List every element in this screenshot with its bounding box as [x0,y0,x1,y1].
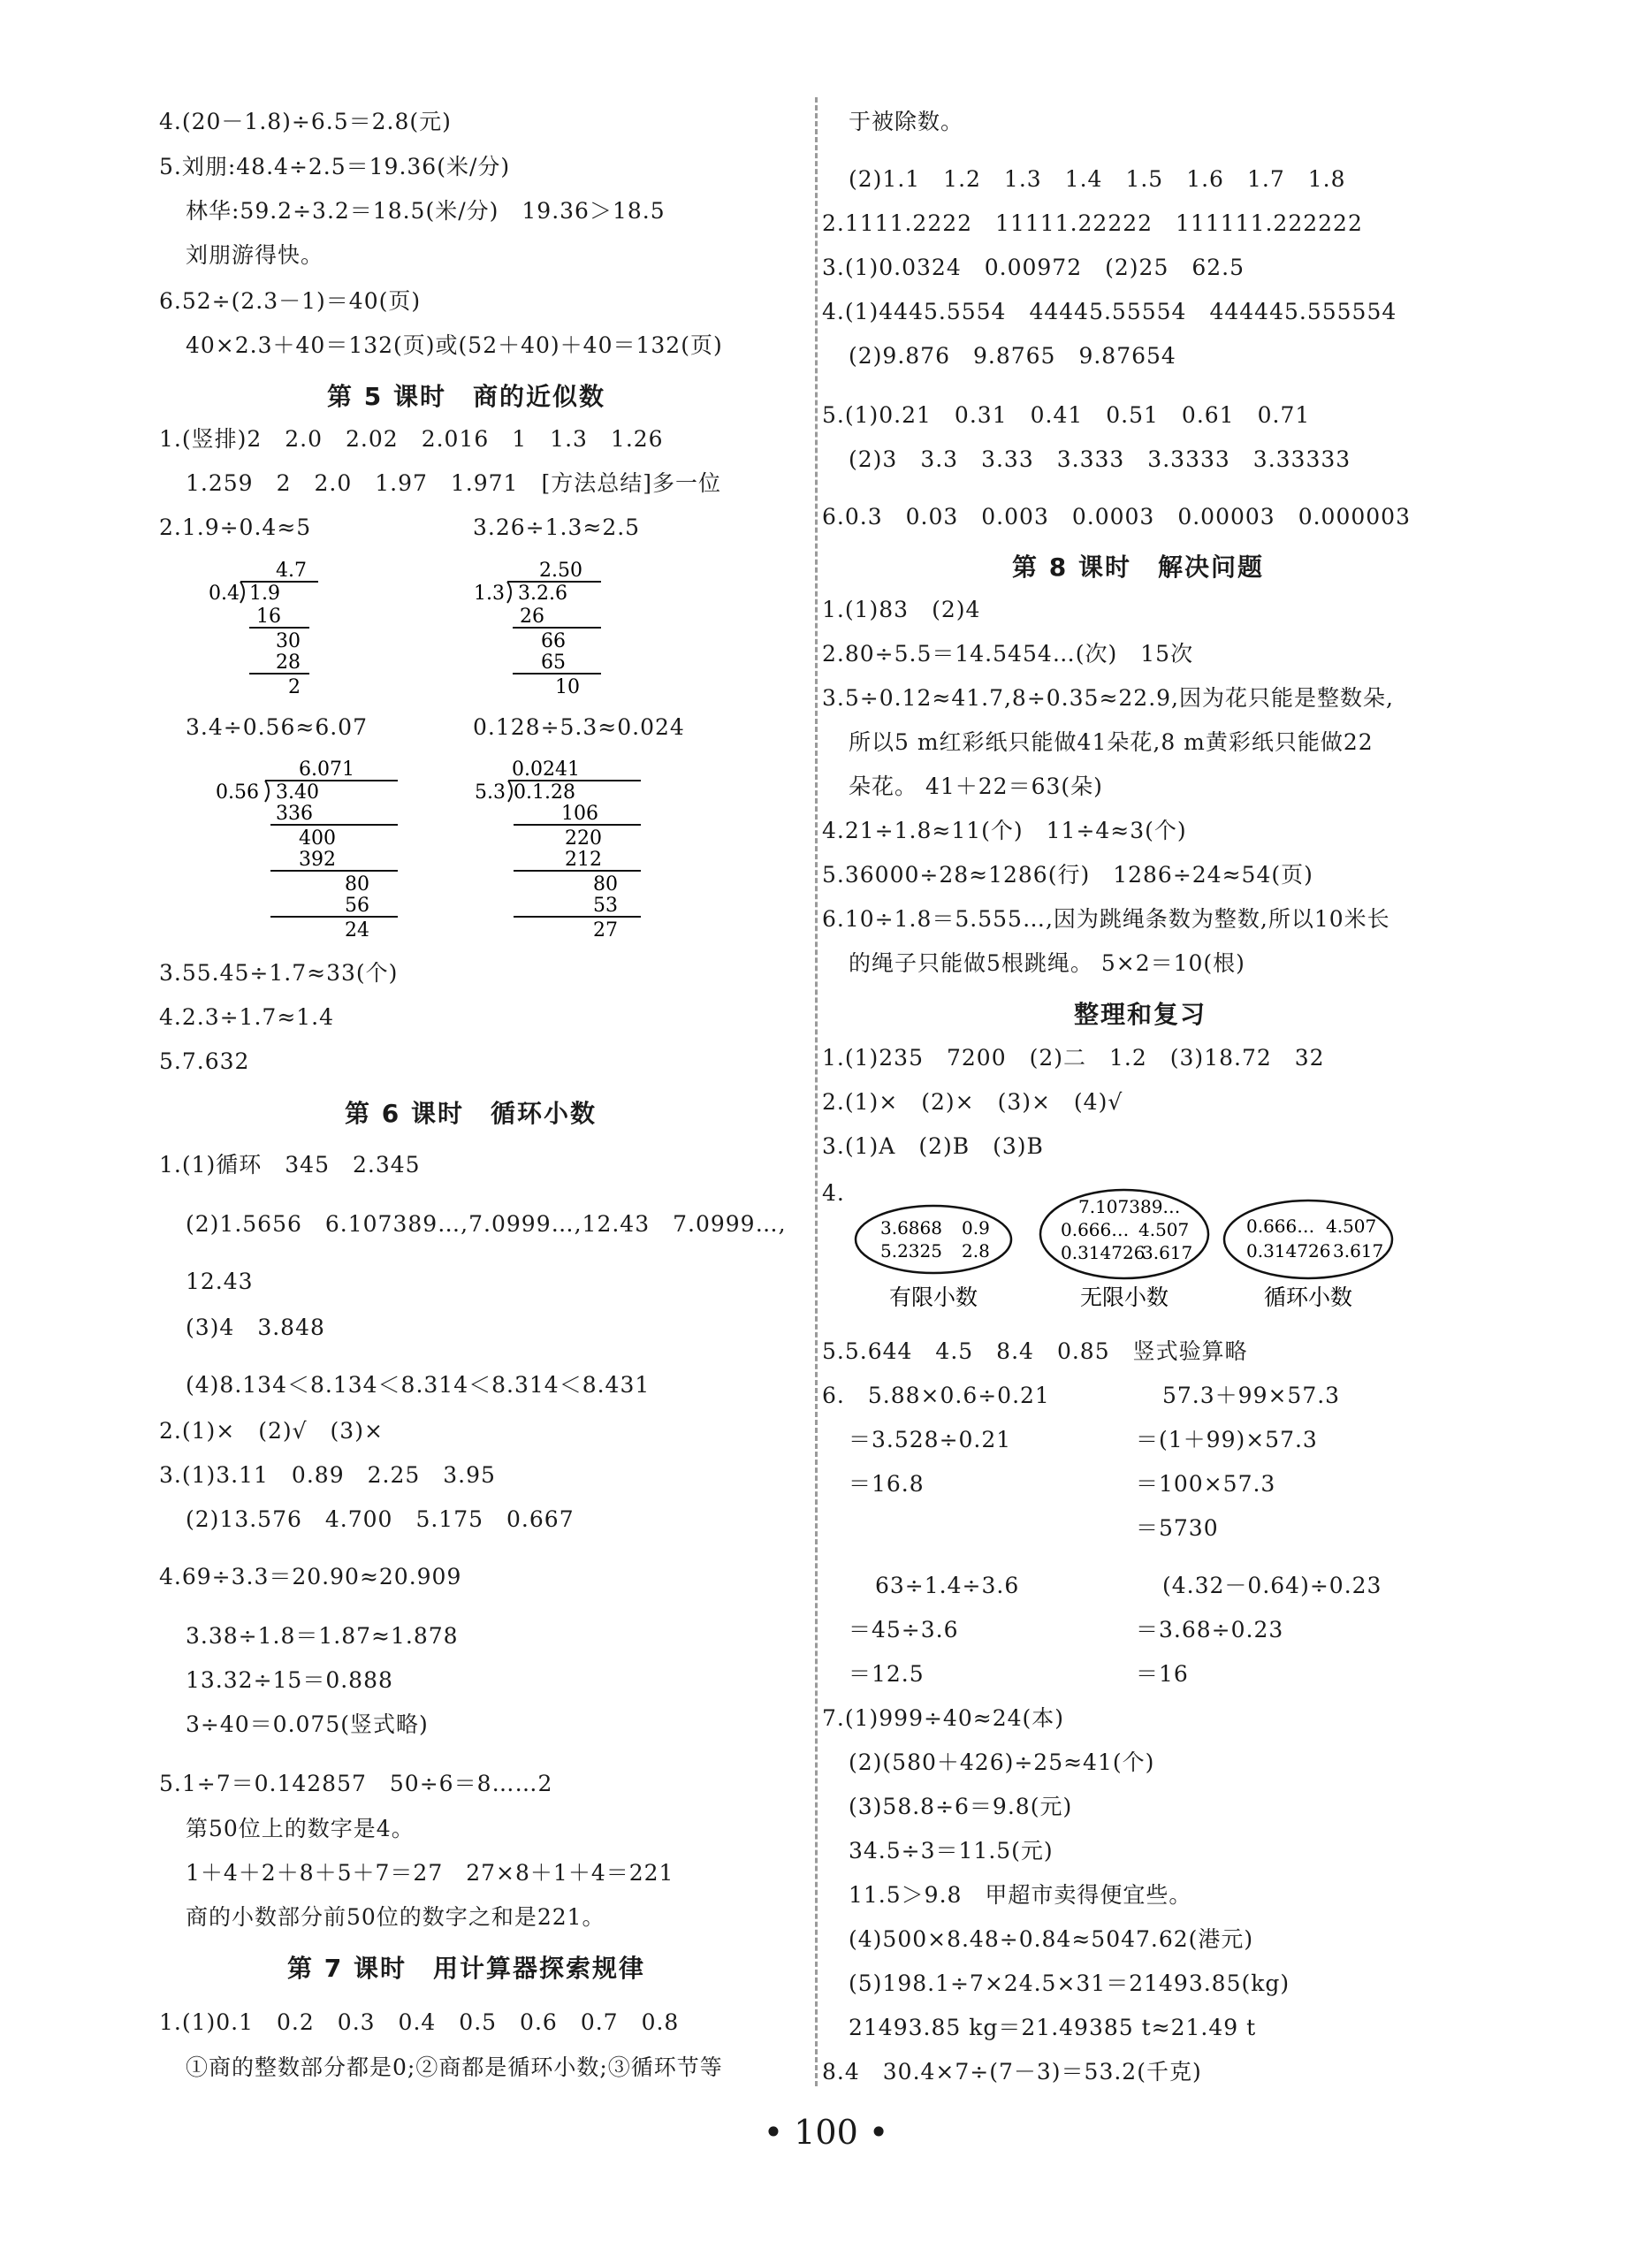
step: 27 [593,919,618,941]
answer-line: ①商的整数部分都是0;②商都是循环小数;③循环节等 [186,2054,723,2080]
long-division-1 [203,557,327,698]
answer-line: 13.32÷15＝0.888 [186,1667,393,1693]
oval-item: 2.8 [962,1240,990,1262]
answer-line: 12.43 [186,1269,254,1294]
answer-line: 1.(1)循环 345 2.345 [159,1152,421,1178]
answer-line: 5.7.632 [159,1048,250,1074]
step: 28 [276,652,301,674]
lesson-heading: 第 7 课时 用计算器探索规律 [287,1954,645,1983]
answer-line: ＝3.68÷0.23 [1136,1617,1284,1643]
oval-item: 3.6868 [880,1217,942,1239]
step: 53 [593,895,618,917]
quotient: 0.0241 [512,758,580,781]
answer-line: ＝(1＋99)×57.3 [1136,1427,1318,1452]
answer-line: 63÷1.4÷3.6 [875,1573,1020,1598]
answer-line: 4.(1)4445.5554 44445.55554 444445.555554 [822,299,1397,324]
oval-item: 0.9 [962,1217,990,1239]
answer-line: (2)1.5656 6.107389…,7.0999…,12.43 7.0999…, [186,1211,787,1237]
answer-line: 4.(20－1.8)÷6.5＝2.8(元) [159,109,452,134]
answer-line: 34.5÷3＝11.5(元) [849,1838,1054,1864]
answer-line: 5.5.644 4.5 8.4 0.85 竖式验算略 [822,1338,1248,1364]
answer-line: 刘朋游得快。 [186,242,324,268]
answer-line: 57.3＋99×57.3 [1162,1383,1341,1408]
answer-line: 6. 5.88×0.6÷0.21 [822,1383,1050,1408]
answer-line: 21493.85 kg＝21.49385 t≈21.49 t [849,2015,1257,2040]
answer-line: 1.(1)235 7200 (2)二 1.2 (3)18.72 32 [822,1045,1325,1071]
answer-line: (2)(580＋426)÷25≈41(个) [849,1749,1155,1775]
answer-line: (4)500×8.48÷0.84≈5047.62(港元) [849,1926,1254,1952]
lesson-heading: 第 5 课时 商的近似数 [327,382,605,411]
answer-line: 40×2.3＋40＝132(页)或(52＋40)＋40＝132(页) [186,332,723,358]
answer-line: 2.(1)× (2)√ (3)× [159,1418,384,1444]
answer-line: 2.1111.2222 11111.22222 111111.222222 [822,210,1363,236]
divisor: 1.3 [474,583,505,605]
answer-line: ＝16 [1136,1661,1189,1687]
dividend: 3.2.6 [518,583,567,605]
oval-item: 4.507 [1138,1219,1190,1240]
answer-line: 商的小数部分前50位的数字之和是221。 [186,1904,605,1930]
answer-line: 0.128÷5.3≈0.024 [473,714,685,740]
step: 80 [593,873,618,896]
oval-label: 循环小数 [1264,1284,1353,1310]
answer-line: 的绳子只能做5根跳绳。 5×2＝10(根) [849,950,1245,976]
oval-item: 0.666… [1246,1216,1315,1237]
answer-line: 4.21÷1.8≈11(个) 11÷4≈3(个) [822,818,1187,843]
answer-line: 4. [822,1180,845,1206]
answer-line: 朵花。 41＋22＝63(朵) [849,774,1103,799]
quotient: 2.50 [539,560,582,582]
oval-item: 5.2325 [880,1240,942,1262]
answer-line: 5.1÷7＝0.142857 50÷6＝8……2 [159,1771,553,1796]
step: 106 [561,803,598,825]
answer-line: 3÷40＝0.075(竖式略) [186,1711,429,1737]
oval-label: 有限小数 [889,1284,978,1310]
lesson-heading: 第 8 课时 解决问题 [1012,553,1264,582]
answer-line: 7.(1)999÷40≈24(本) [822,1705,1065,1731]
answer-line: 4.69÷3.3＝20.90≈20.909 [159,1564,462,1589]
answer-line: (2)13.576 4.700 5.175 0.667 [186,1506,575,1532]
answer-line: 8.4 30.4×7÷(7－3)＝53.2(千克) [822,2059,1202,2085]
answer-line: 6.10÷1.8＝5.555…,因为跳绳条数为整数,所以10米长 [822,906,1390,932]
oval-item: 0.666… [1061,1219,1130,1240]
answer-line: 所以5 m红彩纸只能做41朵花,8 m黄彩纸只能做22 [849,729,1374,755]
answer-line: (2)3 3.3 3.33 3.333 3.3333 3.33333 [849,446,1351,472]
answer-line: 3.(1)3.11 0.89 2.25 3.95 [159,1462,496,1488]
decimal-classification-diagram [849,1185,1405,1326]
step: 65 [541,652,566,674]
oval-item: 0.314726 [1061,1242,1146,1263]
answer-line: 林华:59.2÷3.2＝18.5(米/分) 19.36＞18.5 [186,198,666,224]
answer-line: 3.26÷1.3≈2.5 [473,515,641,540]
answer-line: 于被除数。 [849,109,964,134]
step: 212 [565,849,602,871]
answer-line: 3.(1)A (2)B (3)B [822,1133,1044,1159]
answer-line: 2.(1)× (2)× (3)× (4)√ [822,1089,1123,1115]
answer-line: ＝12.5 [849,1661,925,1687]
step: 392 [299,849,336,871]
answer-line: 5.刘朋:48.4÷2.5＝19.36(米/分) [159,154,511,179]
answer-line: ＝16.8 [849,1471,925,1497]
answer-line: (2)9.876 9.8765 9.87654 [849,343,1176,369]
answer-line: ＝5730 [1136,1515,1219,1541]
answer-line: 11.5＞9.8 甲超市卖得便宜些。 [849,1882,1192,1908]
long-division-3 [212,756,407,941]
answer-line: 6.0.3 0.03 0.003 0.0003 0.00003 0.000003 [822,504,1411,530]
oval-item: 7.107389… [1078,1196,1181,1217]
step: 400 [299,827,336,850]
step: 336 [276,803,313,825]
answer-line: 3.4÷0.56≈6.07 [186,714,368,740]
divisor: 0.56 [216,781,259,804]
step: 16 [256,606,281,628]
oval-label: 无限小数 [1080,1284,1169,1310]
answer-line: (3)58.8÷6＝9.8(元) [849,1794,1073,1819]
answer-line: 2.1.9÷0.4≈5 [159,515,312,540]
answer-line: (3)4 3.848 [186,1315,325,1340]
lesson-heading: 第 6 课时 循环小数 [345,1099,597,1128]
answer-line: 第50位上的数字是4。 [186,1816,415,1841]
step: 56 [345,895,369,917]
answer-line: 1.(竖排)2 2.0 2.02 2.016 1 1.3 1.26 [159,426,664,452]
step: 30 [276,630,301,652]
step: 2 [288,676,301,698]
oval-item: 3.617 [1142,1242,1193,1263]
dividend: 0.1.28 [514,781,575,804]
dividend: 1.9 [249,583,280,605]
answer-line: ＝100×57.3 [1136,1471,1276,1497]
column-divider [815,97,818,2086]
section-heading: 整理和复习 [1074,1000,1207,1029]
answer-line: 5.(1)0.21 0.31 0.41 0.51 0.61 0.71 [822,402,1311,428]
answer-line: 6.52÷(2.3－1)＝40(页) [159,288,422,314]
answer-line: 4.2.3÷1.7≈1.4 [159,1004,335,1030]
answer-line: 3.5÷0.12≈41.7,8÷0.35≈22.9,因为花只能是整数朵, [822,685,1394,711]
answer-line: 1.(1)0.1 0.2 0.3 0.4 0.5 0.6 0.7 0.8 [159,2009,680,2035]
step: 24 [345,919,369,941]
page-number: • 100 • [763,2113,889,2152]
oval-item: 4.507 [1326,1216,1377,1237]
answer-line: 1.(1)83 (2)4 [822,597,981,622]
answer-line: 1＋4＋2＋8＋5＋7＝27 27×8＋1＋4＝221 [186,1860,674,1886]
quotient: 4.7 [276,560,307,582]
quotient: 6.071 [299,758,354,781]
long-division-4 [473,756,650,941]
step: 80 [345,873,369,896]
answer-line: (4.32－0.64)÷0.23 [1162,1573,1382,1598]
answer-line: 5.36000÷28≈1286(行) 1286÷24≈54(页) [822,862,1313,888]
step: 66 [541,630,566,652]
answer-line: (2)1.1 1.2 1.3 1.4 1.5 1.6 1.7 1.8 [849,166,1346,192]
answer-line: ＝3.528÷0.21 [849,1427,1012,1452]
long-division-2 [468,557,619,698]
oval-item: 0.314726 [1246,1240,1331,1262]
answer-line: 3.55.45÷1.7≈33(个) [159,960,399,986]
answer-line: 1.259 2 2.0 1.97 1.971 [方法总结]多一位 [186,470,721,496]
step: 220 [565,827,602,850]
answer-line: (4)8.134＜8.134＜8.314＜8.314＜8.431 [186,1372,651,1398]
answer-line: 3.38÷1.8＝1.87≈1.878 [186,1623,459,1649]
step: 26 [520,606,544,628]
step: 10 [555,676,580,698]
oval-item: 3.617 [1333,1240,1384,1262]
answer-line: (5)198.1÷7×24.5×31＝21493.85(kg) [849,1970,1290,1996]
divisor: 5.3 [475,781,506,804]
divisor: 0.4 [209,583,240,605]
answer-line: 2.80÷5.5＝14.5454…(次) 15次 [822,641,1194,667]
answer-line: 3.(1)0.0324 0.00972 (2)25 62.5 [822,255,1245,280]
dividend: 3.40 [276,781,319,804]
answer-line: ＝45÷3.6 [849,1617,959,1643]
